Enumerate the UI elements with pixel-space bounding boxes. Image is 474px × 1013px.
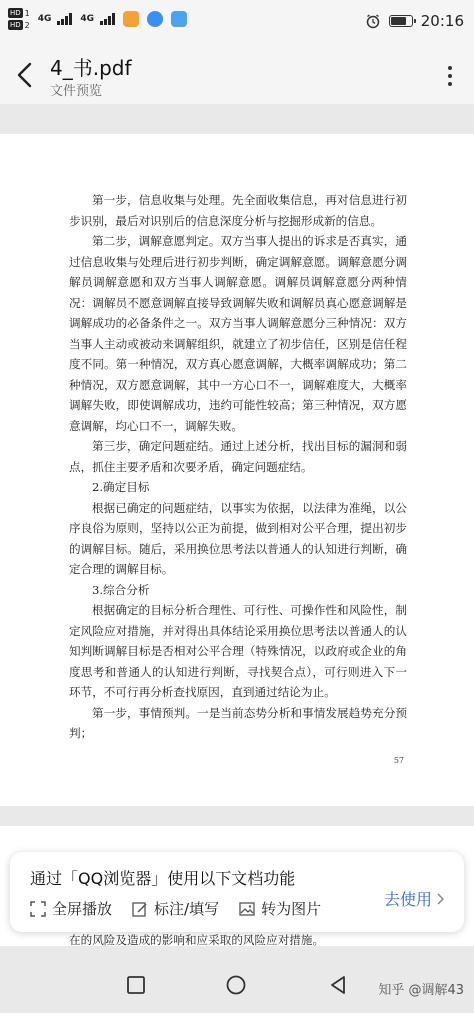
sim2-hd-badge: HD	[10, 21, 21, 29]
recent-apps-icon[interactable]	[126, 975, 146, 995]
section-heading: 3.综合分析	[92, 582, 150, 597]
text-line: 在的风险及造成的影响和应采取的风险应对措施。	[69, 933, 325, 947]
video-app-icon	[123, 11, 139, 27]
home-icon[interactable]	[226, 975, 246, 995]
paragraph: 根据已确定的问题症结，以事实为依据，以法律为准绳，以公序良俗为原则，坚持以公正为前提，做到相对公平合理，提出初步的调解目标。随后，采用换位思考法以普通人的认知进行判断，确定合理的调解目标。	[69, 500, 407, 576]
paragraph: 第一步，信息收集与处理。先全面收集信息，再对信息进行初步识别，最后对识别后的信息深度分析与挖掘形成新的信息。	[69, 193, 407, 228]
signal-icon	[100, 13, 115, 25]
paragraph: 第二步，调解意愿判定。双方当事人提出的诉求是否真实，通过信息收集与处理后进行初步判断，确定调解意愿。调解意愿分调解员调解意愿和双方当事人调解意愿。调解员调解意愿分两种情况：调解员不愿意调解直接导致调解失败和调解员真心愿意调解是调解成功的必备条件之一。双方当事人调解意愿分三种情况：双方当事人主动或被动来调解组织，就建立了初步信任，区别是信任程度不同。第一种情况，双方真心愿意调解，大概率调解成功；第二种情况，双方愿意调解，其中一方心口不一，调解难度大，大概率调解失败，即使调解成功，违约可能性较高；第三种情况，双方愿意调解，均心口不一，调解失败。	[69, 234, 407, 433]
sim1-hd-badge: HD	[10, 9, 21, 17]
file-title: 4_书.pdf	[50, 56, 132, 80]
chevron-right-icon	[436, 892, 446, 906]
paragraph: 第一步，事情预判。一是当前态势分析和事情发展趋势充分预判；	[69, 705, 407, 740]
option-label: 全屏播放	[52, 900, 113, 918]
fullscreen-option[interactable]	[30, 898, 112, 919]
signal-icon	[57, 13, 72, 25]
cloud-app-icon	[171, 11, 187, 27]
back-triangle-icon[interactable]	[328, 975, 348, 995]
section-heading: 2.确定目标	[92, 480, 150, 494]
sim-indicators	[8, 8, 30, 30]
network-type-2: 4G	[80, 14, 95, 24]
clock: 20:16	[420, 12, 464, 30]
use-now-button[interactable]	[384, 887, 446, 910]
status-bar	[0, 0, 474, 44]
status-right	[365, 12, 464, 30]
status-left	[8, 8, 187, 30]
qq-browser-banner[interactable]	[10, 852, 464, 932]
file-subtitle: 文件预览	[50, 84, 103, 99]
banner-title: 通过「QQ浏览器」使用以下文档功能	[30, 869, 296, 888]
document-page[interactable]	[0, 134, 474, 806]
more-options-icon[interactable]	[448, 66, 452, 86]
image-icon	[239, 901, 255, 917]
page-number: 57	[393, 756, 404, 765]
paragraph: 根据确定的目标分析合理性、可行性、可操作性和风险性，制定风险应对措施，并对得出具体结论采用换位思考法以普通人的认知判断调解目标是否相对公平合理（特殊情况，以政府或企业的角度思考和普通人的认知进行判断，寻找契合点），可行则进入下一环节，不可行再分析查找原因，直到通过结论为止。	[69, 603, 407, 699]
sim2-number: 2	[24, 20, 30, 30]
sim1-number: 1	[24, 8, 30, 18]
cta-label: 去使用	[383, 890, 432, 909]
fullscreen-icon	[30, 901, 46, 917]
option-label: 标注/填写	[154, 900, 220, 918]
edit-icon	[132, 901, 148, 917]
banner-options	[30, 898, 321, 919]
browser-app-icon	[147, 11, 163, 27]
to-image-option[interactable]	[239, 898, 321, 919]
option-label: 转为图片	[261, 900, 322, 918]
network-type-1: 4G	[37, 14, 52, 24]
annotate-option[interactable]	[132, 898, 219, 919]
zhihu-watermark: 知乎 @调解43	[378, 983, 464, 998]
system-nav-bar	[0, 955, 474, 1013]
back-arrow-icon[interactable]	[14, 60, 36, 90]
app-header	[0, 44, 474, 104]
alarm-icon	[365, 13, 381, 29]
paragraph: 第三步，确定问题症结。通过上述分析，找出目标的漏洞和弱点，抓住主要矛盾和次要矛盾，确定问题症结。	[69, 439, 407, 474]
battery-icon	[389, 15, 413, 27]
page-text	[69, 190, 407, 744]
